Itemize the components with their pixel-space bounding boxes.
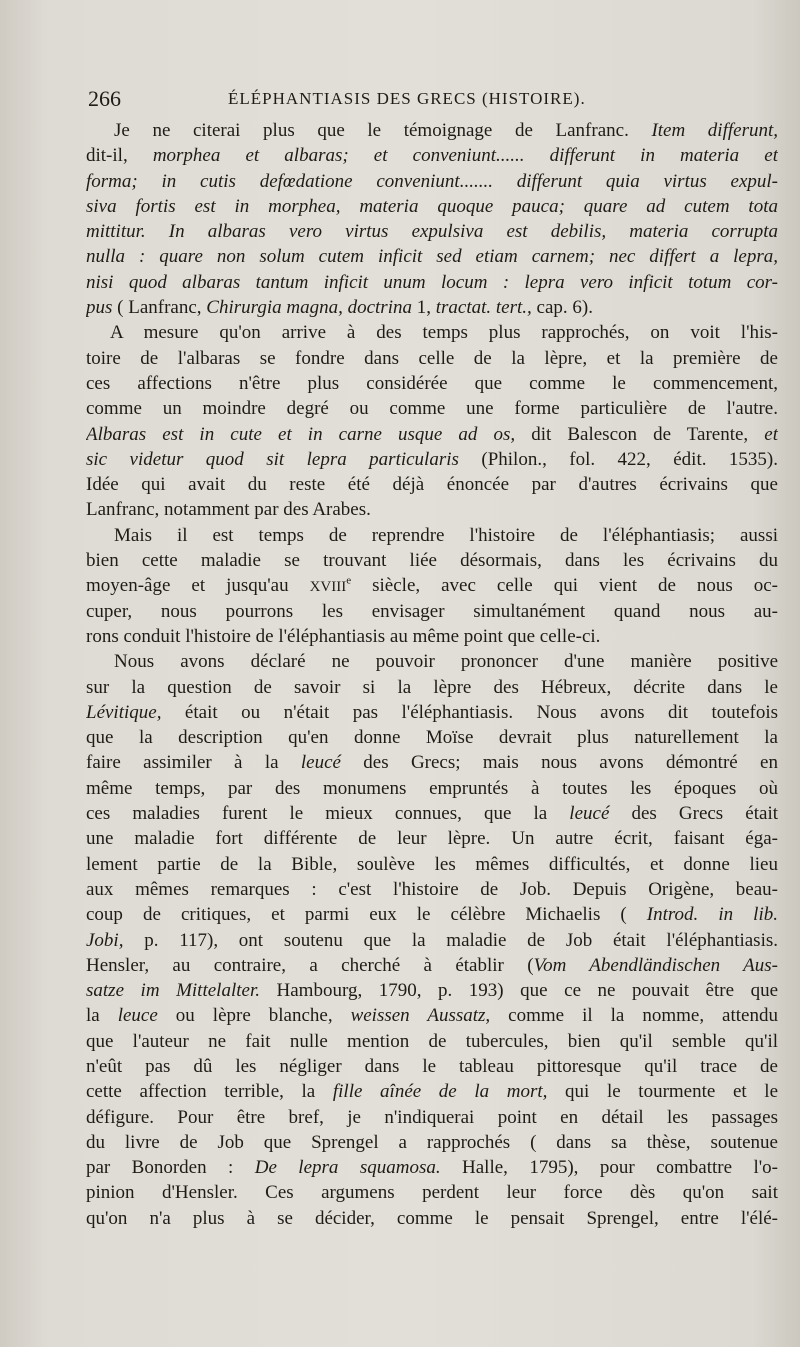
text-line bbox=[86, 1130, 778, 1155]
text-segment: faire assimiler à la bbox=[86, 752, 301, 774]
text-line bbox=[86, 194, 778, 219]
text-line bbox=[86, 953, 778, 978]
text-line bbox=[86, 143, 778, 168]
text-line bbox=[86, 624, 778, 649]
italic-text: nisi quod albaras tantum inficit unum locum : lepra vero inficit totum cor- bbox=[86, 271, 778, 293]
italic-text: De lepra squamosa. bbox=[254, 1157, 441, 1179]
italic-text: forma; in cutis defœdatione conveniunt....... differunt quia virtus expul- bbox=[86, 170, 778, 192]
text-segment: p. 117), ont soutenu que la maladie de Job était l'éléphantiasis. bbox=[123, 929, 778, 951]
italic-text: Lévitique, bbox=[86, 701, 162, 723]
text-line bbox=[86, 902, 778, 927]
text-segment: des Grecs était bbox=[609, 803, 778, 825]
text-line bbox=[86, 826, 778, 851]
text-segment: qui le tourmente et le bbox=[547, 1081, 778, 1103]
text-line bbox=[86, 1206, 778, 1231]
text-segment: siècle, avec celle qui vient de nous oc- bbox=[351, 575, 778, 597]
text-segment: (Philon., fol. 422, édit. 1535). bbox=[458, 448, 778, 470]
text-segment: cuper, nous pourrons les envisager simultanément quand nous au- bbox=[86, 600, 778, 622]
text-line bbox=[86, 877, 778, 902]
text-segment: Halle, 1795), pour combattre l'o- bbox=[440, 1157, 778, 1179]
text-line bbox=[86, 548, 778, 573]
text-segment: ou lèpre blanche, bbox=[157, 1005, 351, 1027]
italic-text: Vom Abendländischen Aus- bbox=[533, 954, 778, 976]
page-header bbox=[88, 86, 778, 114]
italic-text: leucé bbox=[300, 752, 341, 774]
text-line bbox=[86, 1155, 778, 1180]
text-line bbox=[86, 1003, 778, 1028]
text-segment: aux mêmes remarques : c'est l'histoire de Job. Depuis Origène, beau- bbox=[86, 878, 778, 900]
text-line bbox=[86, 1054, 778, 1079]
italic-text: satze im Mittelalter. bbox=[86, 980, 260, 1002]
italic-text: nulla : quare non solum cutem inficit sed etiam carnem; nec differt a lepra, bbox=[86, 246, 778, 268]
text-line bbox=[86, 447, 778, 472]
text-line bbox=[86, 700, 778, 725]
text-line bbox=[86, 219, 778, 244]
text-line bbox=[86, 750, 778, 775]
text-segment: des Grecs; mais nous avons démontré en bbox=[340, 752, 778, 774]
text-segment: Je ne citerai plus que le témoignage de Lanfranc. bbox=[114, 120, 652, 141]
text-line bbox=[86, 675, 778, 700]
running-title: ÉLÉPHANTIASIS DES GRECS (HISTOIRE). bbox=[228, 89, 586, 108]
text-segment: comme un moindre degré ou comme une forme particulière de l'autre. bbox=[86, 398, 778, 420]
text-line bbox=[86, 1180, 778, 1205]
text-line bbox=[86, 852, 778, 877]
italic-text: sic videtur quod sit lepra particularis bbox=[86, 448, 459, 470]
italic-text: Chirurgia magna, doctrina bbox=[206, 297, 412, 319]
text-line bbox=[86, 978, 778, 1003]
text-segment: A mesure qu'on arrive à des temps plus rapprochés, on voit l'his- bbox=[110, 322, 778, 344]
text-line bbox=[86, 776, 778, 801]
text-segment: du livre de Job que Sprengel a rapprochés ( dans sa thèse, soutenue bbox=[86, 1131, 778, 1153]
italic-text: fille aînée de la mort, bbox=[332, 1081, 548, 1103]
page-number: 266 bbox=[88, 86, 121, 111]
italic-text: pus bbox=[86, 297, 113, 319]
text-line bbox=[86, 472, 778, 497]
text-segment: cette affection terrible, la bbox=[86, 1081, 333, 1103]
text-line bbox=[86, 118, 778, 143]
text-segment: Mais il est temps de reprendre l'histoire de l'éléphantiasis; aussi bbox=[114, 524, 778, 546]
text-line bbox=[86, 523, 778, 548]
text-segment: Idée qui avait du reste été déjà énoncée par d'autres écrivains que bbox=[86, 474, 778, 496]
italic-text: Jobi, bbox=[86, 929, 124, 951]
text-segment: n'eût pas dû les négliger dans le tableau pittoresque qu'il trace de bbox=[86, 1055, 778, 1077]
text-segment: comme il la nomme, attendu bbox=[490, 1005, 778, 1027]
text-line bbox=[86, 725, 778, 750]
text-line bbox=[86, 169, 778, 194]
text-segment: coup de critiques, et parmi eux le célèbre Michaelis ( bbox=[86, 904, 647, 926]
text-segment: pinion d'Hensler. Ces argumens perdent leur force dès qu'on sait bbox=[86, 1182, 778, 1204]
text-segment: Hambourg, 1790, p. 193) que ce ne pouvait être que bbox=[259, 980, 778, 1002]
text-segment: bien cette maladie se trouvant liée désormais, dans les écrivains du bbox=[86, 550, 778, 572]
italic-text: siva fortis est in morphea, materia quoque pauca; quare ad cutem tota bbox=[86, 195, 778, 217]
text-segment: ces maladies furent le mieux connues, que la bbox=[86, 803, 570, 825]
text-segment: cap. 6). bbox=[531, 297, 593, 319]
text-segment: dit-il, bbox=[86, 145, 153, 167]
text-segment: que l'auteur ne fait nulle mention de tubercules, bien qu'il semble qu'il bbox=[86, 1030, 778, 1052]
text-segment: toire de l'albaras se fondre dans celle de la lèpre, et la première de bbox=[86, 347, 778, 369]
superscript-text: e bbox=[346, 575, 352, 588]
text-line bbox=[86, 928, 778, 953]
text-line bbox=[86, 295, 778, 320]
text-segment: sur la question de savoir si la lèpre des Hébreux, décrite dans le bbox=[86, 676, 778, 698]
text-line bbox=[86, 649, 778, 674]
body-text bbox=[86, 118, 778, 1231]
text-segment: qu'on n'a plus à se décider, comme le pensait Sprengel, entre l'élé- bbox=[86, 1207, 778, 1229]
text-line bbox=[86, 599, 778, 624]
italic-text: leuce bbox=[117, 1005, 158, 1027]
italic-text: Introd. in lib. bbox=[646, 904, 778, 926]
text-line bbox=[86, 1029, 778, 1054]
italic-text: Albaras est in cute et in carne usque ad os, bbox=[86, 423, 516, 445]
italic-text: morphea et albaras; et conveniunt...... differunt in materia et bbox=[152, 145, 778, 167]
text-line bbox=[86, 244, 778, 269]
text-segment: moyen-âge et jusqu'au bbox=[86, 575, 310, 597]
text-line bbox=[86, 422, 778, 447]
text-segment: par Bonorden : bbox=[86, 1157, 255, 1179]
text-segment: défigure. Pour être bref, je n'indiquerai point en détail les passages bbox=[86, 1106, 778, 1128]
text-segment: que la description qu'en donne Moïse devrait plus naturellement la bbox=[86, 727, 778, 749]
text-line bbox=[86, 573, 778, 598]
text-segment: la bbox=[86, 1005, 118, 1027]
text-segment: ces affections n'être plus considérée que comme le commencement, bbox=[86, 372, 778, 394]
text-segment: XVIII bbox=[309, 579, 347, 596]
text-line bbox=[86, 1105, 778, 1130]
text-segment: rons conduit l'histoire de l'éléphantiasis au même point que celle-ci. bbox=[86, 625, 601, 647]
italic-text: weissen Aussatz, bbox=[350, 1005, 491, 1027]
text-line bbox=[86, 270, 778, 295]
text-segment: 1, bbox=[411, 297, 436, 319]
text-segment: même temps, par des monumens empruntés à toutes les époques où bbox=[86, 777, 778, 799]
text-line bbox=[86, 346, 778, 371]
text-line bbox=[86, 396, 778, 421]
text-line bbox=[86, 801, 778, 826]
text-line bbox=[86, 371, 778, 396]
text-segment: Lanfranc, notamment par des Arabes. bbox=[86, 499, 371, 521]
text-segment: ( Lanfranc, bbox=[112, 297, 207, 319]
italic-text: mittitur. In albaras vero virtus expulsiva est debilis, materia corrupta bbox=[86, 221, 778, 243]
italic-text: et bbox=[764, 423, 778, 445]
text-segment: lement partie de la Bible, soulève les mêmes difficultés, et donne lieu bbox=[86, 853, 778, 875]
italic-text: Item differunt, bbox=[651, 120, 778, 141]
text-segment: Nous avons déclaré ne pouvoir prononcer d'une manière positive bbox=[114, 651, 778, 673]
italic-text: leucé bbox=[569, 803, 610, 825]
text-segment: était ou n'était pas l'éléphantiasis. Nous avons dit toutefois bbox=[161, 701, 778, 723]
italic-text: tractat. tert., bbox=[435, 297, 532, 319]
text-segment: Hensler, au contraire, a cherché à établir ( bbox=[86, 954, 534, 976]
text-line bbox=[86, 320, 778, 345]
text-line bbox=[86, 1079, 778, 1104]
text-segment: une maladie fort différente de leur lèpre. Un autre écrit, faisant éga- bbox=[86, 828, 778, 850]
text-line bbox=[86, 497, 778, 522]
text-segment: dit Balescon de Tarente, bbox=[515, 423, 765, 445]
